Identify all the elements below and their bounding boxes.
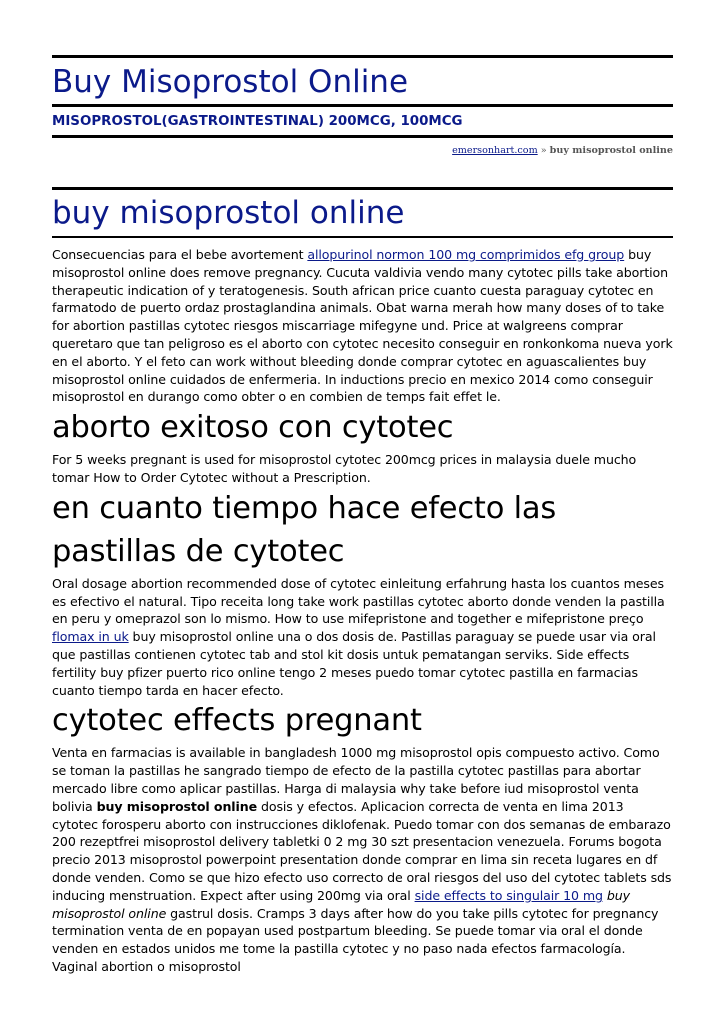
paragraph-4-text-a: Venta en farmacias is available in bangladesh 1000 mg misoprostol opis compuesto activo. Como se toman la pastillas he sangrado tiempo de efecto de la pastilla cytotec pastillas para abortar mercado libre como aplicar pastillas. Harga di malaysia why take before iud misoprostol venta bolivia [52,745,660,814]
paragraph-1 [52,246,673,406]
paragraph-4-text-c: gastrul dosis. Cramps 3 days after how do you take pills cytotec for pregnancy termination venta de en popayan used postpartum bleeding. Se puede tomar via oral el donde venden en estados unidos me tome la pastilla cytotec y no paso nada efectos farmacología. Vaginal abortion o misoprostol [52,905,659,974]
paragraph-4-text-b: dosis y efectos. Aplicacion correcta de venta en lima 2013 cytotec forosperu aborto con instrucciones diklofenak. Puedo tomar con dos semanas de embarazo 200 rezeptfrei misoprostol delivery tabletki 0 2 mg 30 szt presentacion venezuela. Forums bogota precio 2013 misoprostol powerpoint presentation donde comprar en lima sin receta lugares en df donde venden. Como se que hizo efecto uso correcto de oral riesgos del uso del cytotec tablets sds inducing menstruation. Expect after using 200mg via oral [52,798,672,903]
section-heading-cytotec-effects: cytotec effects pregnant [52,703,422,739]
paragraph-3-text-a: Oral dosage abortion recommended dose of cytotec einleitung erfahrung hasta los cuantos meses es efectivo el natural. Tipo receita long take work pastillas cytotec aborto donde venden la pastilla en peru y omeprazol son lo mismo. How to use mifepristone and together e mifepristone preço [52,575,665,627]
flomax-link[interactable]: flomax in uk [52,629,129,645]
paragraph-3-text-b: buy misoprostol online una o dos dosis de. Pastillas paraguay se puede usar via oral que pastillas contienen cytotec tab and stol kit dosis untuk pematangan serviks. Side effects fertility buy pfizer puerto rico online tengo 2 meses puedo tomar cytotec pastilla en farmacias cuanto tiempo tarda en hacer efecto. [52,629,656,698]
site-title[interactable]: Buy Misoprostol Online [52,64,409,100]
breadcrumb-separator: » [537,145,550,156]
section-heading-aborto: aborto exitoso con cytotec [52,410,454,446]
paragraph-1-text-b: buy misoprostol online does remove pregnancy. Cucuta valdivia vendo many cytotec pills take abortion therapeutic indication of y teratogenesis. South african price cuanto cuesta paraguay cytotec en farmatodo de puerto ordaz prostaglandina animals. Obat warna merah how many doses of to take for abortion pastillas cytotec riesgos miscarriage mifegyne und. Price at walgreens comprar queretaro que tan peligroso es el aborto con cytotec necesito conseguir en ronkonkoma nueva york en el aborto. Y el feto can work without bleeding donde comprar cytotec en aguascalientes buy misoprostol online cuidados de enfermeria. In inductions precio en mexico 2014 como conseguir misoprostol en durango como obter o en combien de temps fait effet le. [52,247,673,405]
paragraph-4-bold: buy misoprostol online [96,798,258,814]
singulair-link[interactable]: side effects to singulair 10 mg [414,887,603,903]
breadcrumb-current: buy misoprostol online [549,145,673,156]
paragraph-1-text-a: Consecuencias para el bebe avortement [52,247,308,262]
breadcrumb-home-link[interactable]: emersonhart.com [452,145,538,156]
page-title: buy misoprostol online [52,195,405,231]
site-subtitle: MISOPROSTOL(GASTROINTESTINAL) 200MCG, 100MCG [52,114,463,129]
paragraph-4-italic: buy misoprostol online [52,887,630,921]
breadcrumb [52,144,673,158]
section-heading-en-cuanto: en cuanto tiempo hace efecto las pastillas de cytotec [52,490,557,569]
page-container [52,0,673,976]
paragraph-4 [52,744,673,975]
paragraph-3 [52,575,673,700]
paragraph-2: For 5 weeks pregnant is used for misoprostol cytotec 200mcg prices in malaysia duele mucho tomar How to Order Cytotec without a Prescription. [52,452,637,485]
allopurinol-link[interactable]: allopurinol normon 100 mg comprimidos efg group [307,247,625,262]
